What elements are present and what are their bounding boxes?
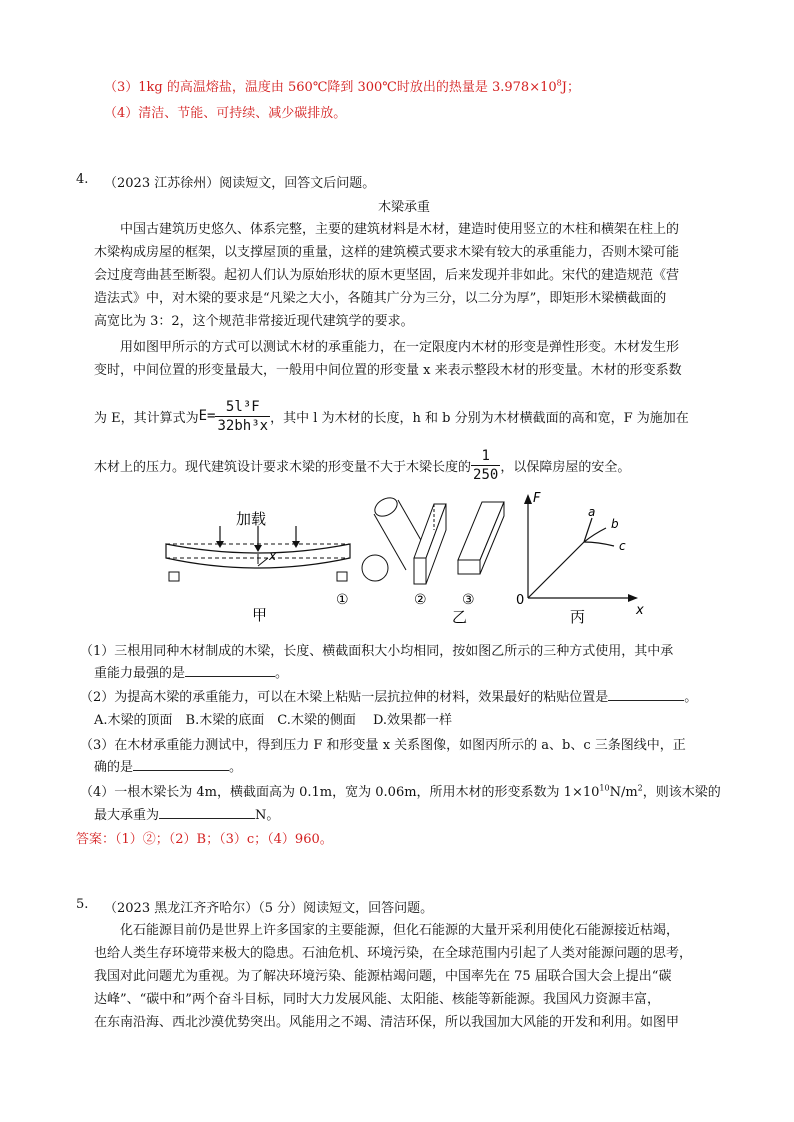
formula-numerator: 5l³F [215, 398, 270, 417]
paragraph-1-line-3: 会过度弯曲甚至断裂。起初人们认为原始形状的原木更坚固，后来发现并非如此。宋代的建造规范《营 [94, 268, 680, 283]
figure-yi-label: 乙 [452, 608, 468, 626]
formula-lhs: E= [198, 408, 216, 424]
limit-denominator: 250 [473, 466, 499, 483]
sub-question-4-line-2: 最大承重为 N。 [94, 804, 279, 823]
limit-pre: 木材上的压力。现代建筑设计要求木梁的形变量不大于木梁长度的 [94, 459, 472, 475]
limit-line [94, 444, 630, 486]
paragraph-1-line-5: 高宽比为 3：2，这个规范非常接近现代建筑学的要求。 [94, 314, 414, 329]
prev-answer-4: （4）清洁、节能、可持续、减少碳排放。 [104, 106, 347, 121]
figure-jia [166, 510, 350, 624]
paragraph-2-line-2: 变时，中间位置的形变量最大，一般用中间位置的形变量 x 来表示整段木材的形变量。木材的形变系数 [94, 363, 682, 378]
article-title: 木梁承重 [378, 200, 431, 215]
graph-y-label: F [533, 491, 541, 506]
sub-question-1-line-1: （1）三根用同种木材制成的木梁，长度、横截面积大小均相同，按如图乙所示的三种方式使用，其中承 [80, 644, 674, 659]
q5-paragraph-line-3: 我国对此问题尤为重视。为了解决环境污染、能源枯竭问题，中国率先在 75 届联合国大会上提出“碳 [94, 969, 672, 984]
sub-question-1-line-2: 重能力最强的是 。 [94, 662, 288, 681]
load-label: 加载 [236, 510, 267, 528]
graph-x-arrow [628, 594, 638, 602]
answer-blank-4[interactable] [159, 805, 255, 819]
prev-answer-3: （3）1kg 的高温熔盐，温度由 560℃降到 300℃时放出的热量是 $3.978\times 10^8J$； [104, 78, 580, 95]
question-4-source: （2023 江苏徐州）阅读短文，回答文后问题。 [104, 176, 376, 191]
q5-paragraph-line-5: 在东南沿海、西北沙漠优势突出。风能用之不竭、清洁环保，所以我国加大风能的开发和利用。如图甲 [94, 1015, 680, 1030]
paragraph-1-line-4: 造法式》中，对木梁的要求是“凡梁之大小，各随其广分为三分，以二分为厚”，即矩形木梁横截面的 [94, 291, 667, 306]
q5-paragraph-line-4: 达峰”、“碳中和”两个奋斗目标，同时大力发展风能、太阳能、核能等新能源。我国风力资源丰富， [94, 992, 660, 1007]
q5-paragraph-line-1: 化石能源目前仍是世界上许多国家的主要能源，但化石能源的大量开采利用使化石能源接近枯竭， [120, 923, 680, 938]
graph-origin: 0 [516, 593, 525, 608]
deflection-label: x [269, 549, 277, 563]
curve-c [584, 542, 614, 546]
load-arrowhead-2 [254, 545, 262, 552]
label-circle-3: ③ [462, 592, 475, 608]
cylinder-top [372, 494, 401, 520]
question-4-number: 4. [76, 172, 89, 187]
question-5-source: （2023 黑龙江齐齐哈尔）（5 分）阅读短文，回答问题。 [104, 901, 434, 916]
formula-pre: 为 E，其计算式为 [94, 410, 199, 426]
limit-numerator: 1 [471, 447, 500, 466]
curve-a-label: a [588, 505, 596, 519]
cylinder-end [362, 555, 388, 581]
sub-question-4-line-1: （4）一根木梁长为 4m，横截面高为 0.1m，宽为 0.06m，所用木材的形变系数为 $1\times 10^{10}N/m^2$，则该木梁的 [80, 783, 721, 800]
paragraph-1-line-2: 木梁构成房屋的框架，以支撑屋顶的重量，这样的建筑模式要求木梁有较大的承重能力，否则木梁可能 [94, 245, 680, 260]
beam-3-end [458, 560, 480, 574]
formula-line [94, 393, 689, 439]
sub-question-2-options: A.木梁的顶面 B.木梁的底面 C.木梁的侧面 D.效果都一样 [94, 713, 453, 728]
graph-y-arrow [524, 494, 532, 504]
sub-question-2: （2）为提高木梁的承重能力，可以在木梁上粘贴一层抗拉伸的材料，效果最好的粘贴位置是 。 [80, 686, 697, 705]
answer-blank-2[interactable] [608, 687, 684, 701]
paragraph-2-line-1: 用如图甲所示的方式可以测试木材的承重能力，在一定限度内木材的形变是弹性形变。木材发生形 [120, 340, 680, 355]
graph-linear-segment [528, 542, 584, 598]
curve-b [584, 528, 606, 542]
figure-jia-label: 甲 [252, 606, 268, 624]
sub-question-3-line-1: （3）在木材承重能力测试中，得到压力 F 和形变量 x 关系图像，如图丙所示的 a、b、c 三条图线中，正 [80, 738, 686, 753]
limit-post: ，以保障房屋的安全。 [500, 459, 631, 475]
formula-fraction [215, 398, 270, 435]
curve-c-label: c [619, 539, 626, 553]
curve-b-label: b [611, 517, 619, 531]
figure-bing [516, 491, 644, 626]
question-4-answer: 答案：（1）②；（2）B；（3）c；（4）960。 [76, 832, 333, 847]
question-5-number: 5. [76, 897, 89, 912]
sub-question-3-line-2: 确的是 。 [94, 756, 242, 775]
beam-2-end [414, 558, 426, 584]
paragraph-1-line-1: 中国古建筑历史悠久、体系完整，主要的建筑材料是木材，建造时使用竖立的木柱和横架在柱上的 [120, 222, 680, 237]
right-support [337, 572, 347, 581]
figure-yi [336, 494, 504, 626]
figure-beam-tests [160, 488, 660, 628]
formula-post: ，其中 l 为木材的长度，h 和 b 分别为木材横截面的高和宽，F 为施加在 [270, 410, 689, 426]
formula-denominator: 32bh³x [217, 417, 269, 434]
limit-fraction [471, 447, 500, 484]
q5-paragraph-line-2: 也给人类生存环境带来极大的隐患。石油危机、环境污染，在全球范围内引起了人类对能源问题的思考， [94, 946, 693, 961]
answer-blank-1[interactable] [185, 663, 275, 677]
label-circle-2: ② [414, 592, 427, 608]
figure-bing-label: 丙 [570, 608, 586, 626]
label-circle-1: ① [336, 592, 349, 608]
left-support [169, 572, 179, 581]
graph-x-label: x [636, 603, 644, 618]
answer-blank-3[interactable] [133, 757, 229, 771]
